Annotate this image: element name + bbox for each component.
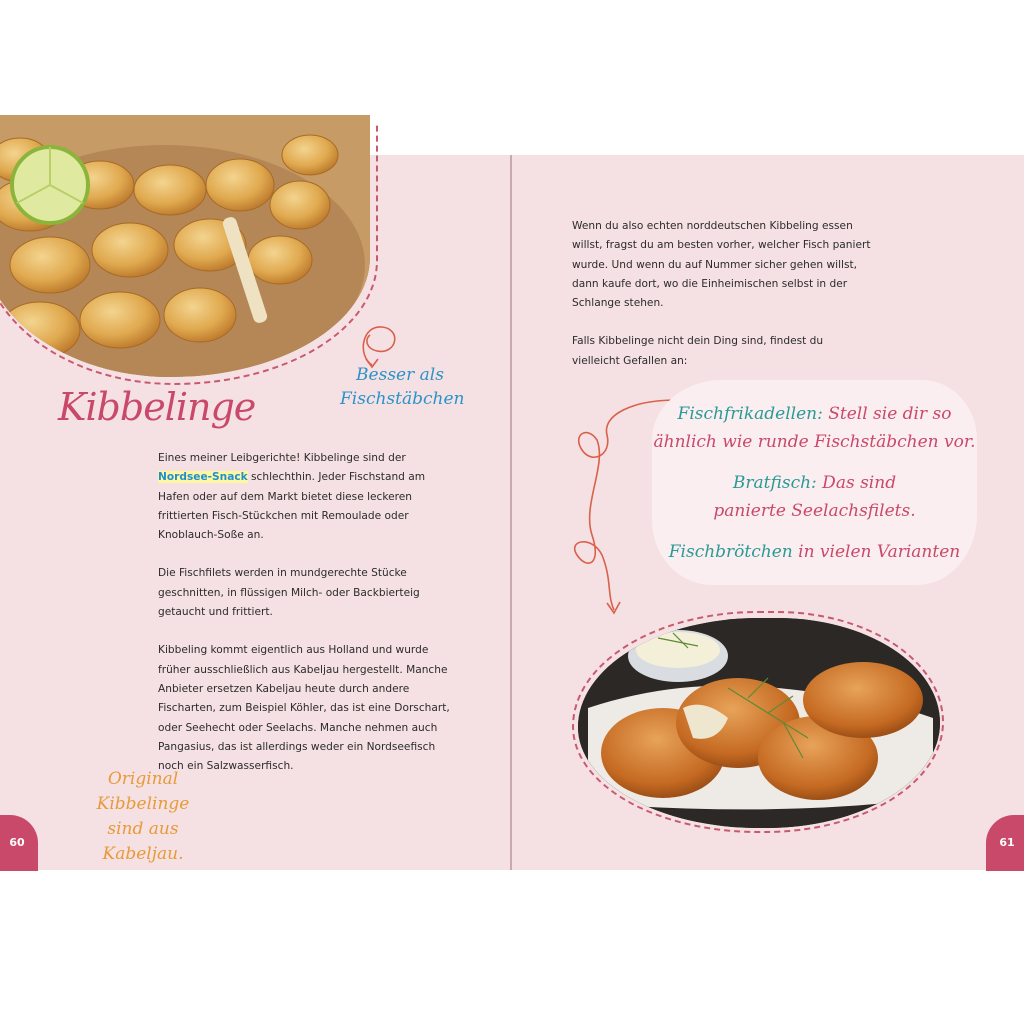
paragraph-2: Die Fischfilets werden in mundgerechte Stücke geschnitten, in flüssigen Milch- oder Backbierteig getaucht und frittiert. — [158, 567, 420, 619]
text-fischfrikadellen-a: Stell sie dir so — [822, 404, 952, 424]
text-bratfisch-a: Das sind — [816, 473, 897, 493]
aside-line-2: Fischstäbchen — [340, 389, 465, 409]
aside-besser-als — [340, 363, 465, 411]
page-number-left: 60 — [0, 815, 38, 871]
footnote-line-1: Original Kibbelinge — [96, 769, 190, 814]
suggestion-fischbroetchen — [652, 538, 977, 566]
suggestion-fischfrikadellen — [652, 400, 977, 428]
page-number-right: 61 — [986, 815, 1024, 871]
footnote-line-2: sind aus Kabeljau. — [102, 819, 184, 864]
paragraph-4: Wenn du also echten norddeutschen Kibbeling essen willst, fragst du am besten vorher, welcher Fisch paniert wurde. Und wenn du auf Nummer sicher gehen willst, dann kaufe dort, wo die Einheimischen selbst in der Schlange stehen. — [572, 220, 871, 310]
footnote-kabeljau — [68, 767, 218, 867]
left-page — [0, 155, 510, 870]
photo-dashed-border — [0, 123, 378, 385]
paragraph-1 — [158, 449, 454, 545]
paragraph-1-start: Eines meiner Leibgerichte! Kibbelinge sind der — [158, 452, 406, 464]
right-page — [512, 155, 1024, 870]
photo-dashed-border-bottom — [572, 611, 944, 833]
term-bratfisch: Bratfisch: — [732, 473, 817, 493]
suggestion-bubble — [652, 380, 977, 585]
paragraph-3: Kibbeling kommt eigentlich aus Holland und wurde früher ausschließlich aus Kabeljau hergestellt. Manche Anbieter ersetzen Kabeljau heute durch andere Fischarten, zum Beispiel Köhler, das ist eine Dorschart, oder Seehecht oder Seelachs. Manche nehmen auch Pangasius, das ist allerdings weder ein Nordseefisch noch ein Salzwasserfisch. — [158, 644, 450, 773]
book-spread — [0, 155, 1024, 870]
left-body — [158, 449, 454, 795]
aside-line-1: Besser als — [356, 365, 444, 385]
text-fischfrikadellen-b: ähnlich wie runde Fischstäbchen vor. — [653, 432, 976, 452]
paragraph-5: Falls Kibbelinge nicht dein Ding sind, findest du vielleicht Gefallen an: — [572, 335, 824, 367]
text-fischbroetchen: in vielen Varianten — [792, 542, 961, 562]
suggestion-bratfisch — [652, 469, 977, 497]
paragraph-1-end: schlechthin. Jeder Fischstand am Hafen oder auf dem Markt bietet diese leckeren frittierten Fisch-Stückchen mit Remoulade oder Knoblauch-Soße an. — [158, 471, 426, 542]
nordsee-snack-highlight: Nordsee-Snack — [158, 471, 248, 484]
text-bratfisch-b: panierte Seelachsfilets. — [713, 501, 916, 521]
term-fischfrikadellen: Fischfrikadellen: — [677, 404, 823, 424]
right-body — [572, 217, 872, 390]
page-title: Kibbelinge — [58, 385, 256, 429]
term-fischbroetchen: Fischbrötchen — [668, 542, 793, 562]
